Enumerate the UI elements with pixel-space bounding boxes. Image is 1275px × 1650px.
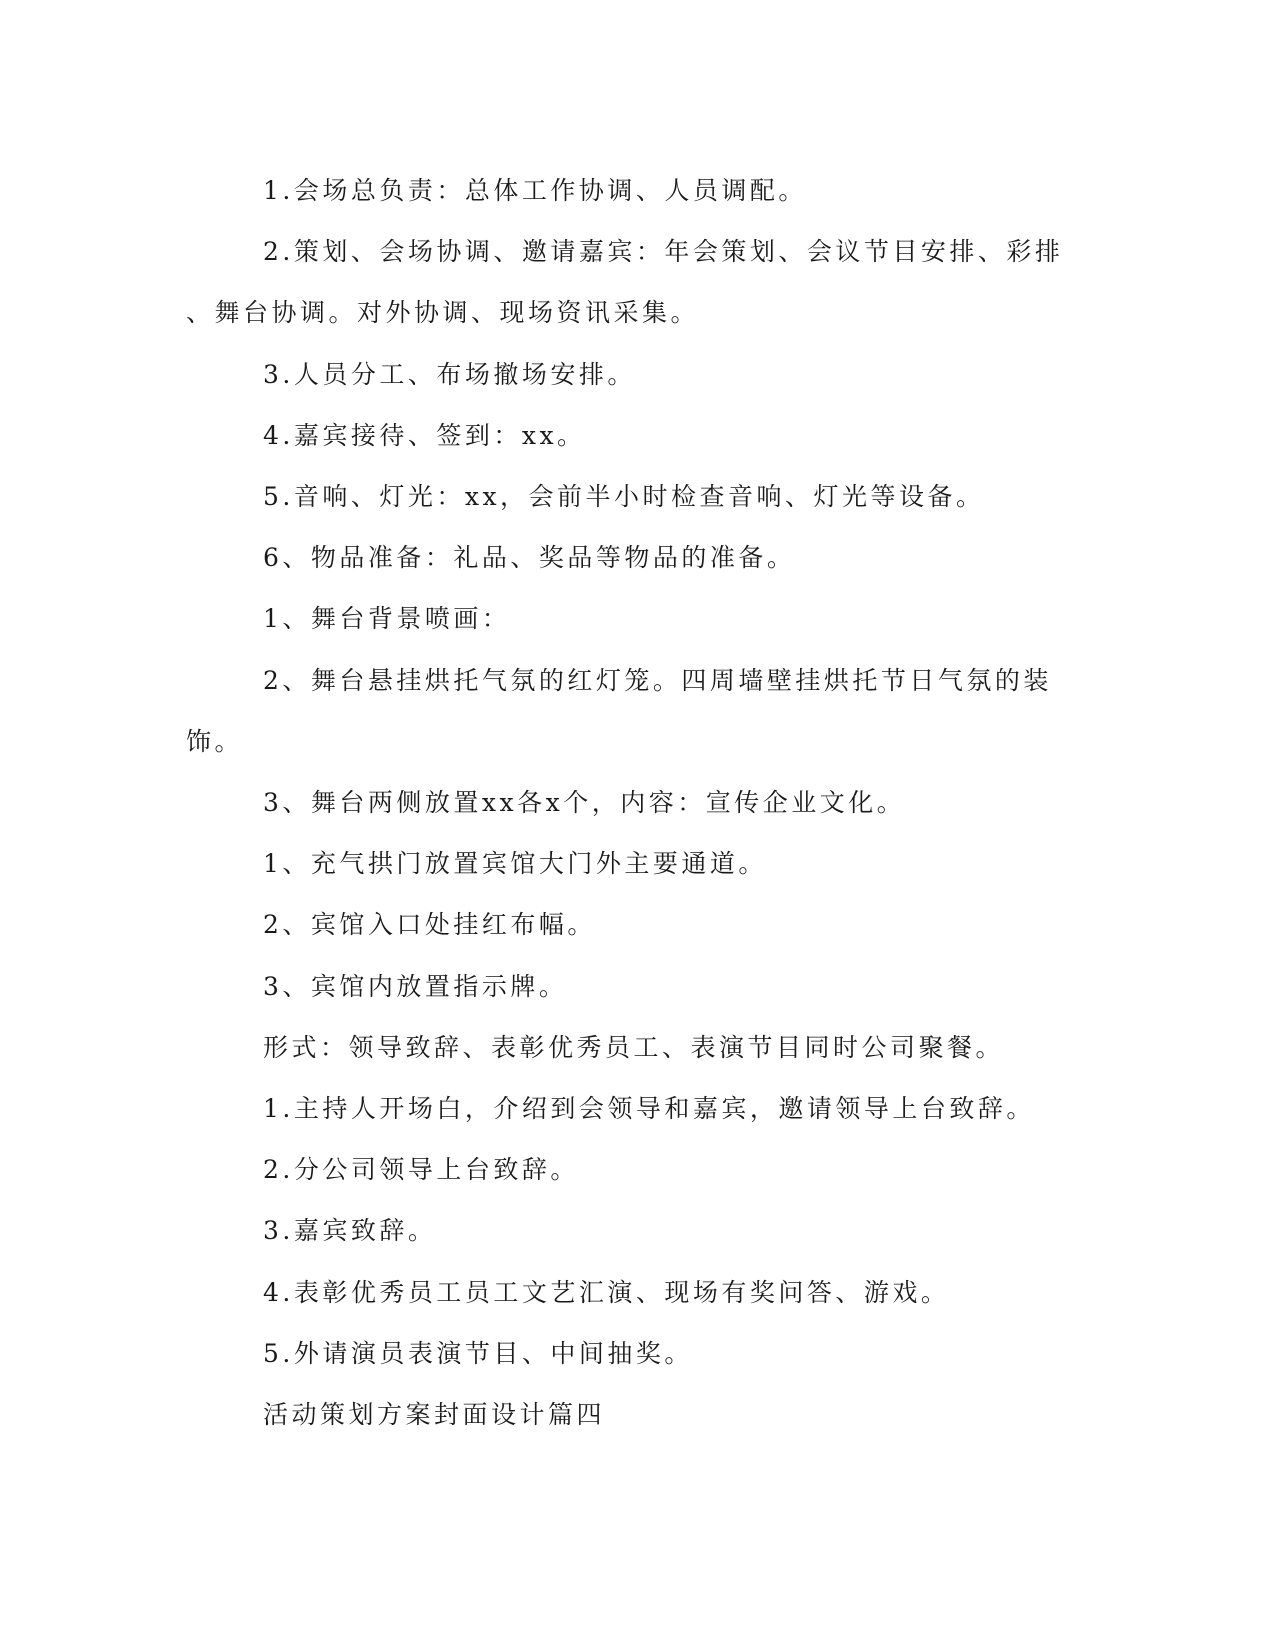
paragraph-line: 6、物品准备：礼品、奖品等物品的准备。 xyxy=(263,543,796,573)
paragraph-line: 5.音响、灯光：xx，会前半小时检查音响、灯光等设备。 xyxy=(263,482,985,512)
paragraph-line: 1.主持人开场白，介绍到会领导和嘉宾，邀请领导上台致辞。 xyxy=(263,1094,1035,1124)
paragraph-line: 2、舞台悬挂烘托气氛的红灯笼。四周墙壁挂烘托节日气氛的装 xyxy=(263,665,1052,695)
paragraph-line: 4.表彰优秀员工员工文艺汇演、现场有奖问答、游戏。 xyxy=(263,1277,950,1307)
paragraph-line: 3、舞台两侧放置xx各x个，内容：宣传企业文化。 xyxy=(263,788,906,818)
paragraph-line: 5.外请演员表演节目、中间抽奖。 xyxy=(263,1338,693,1368)
paragraph-line: 3、宾馆内放置指示牌。 xyxy=(263,971,568,1001)
section-heading: 活动策划方案封面设计篇四 xyxy=(263,1400,606,1430)
paragraph-line: 1.会场总负责：总体工作协调、人员调配。 xyxy=(263,176,807,205)
paragraph-line: 饰。 xyxy=(186,726,244,756)
paragraph-line: 2、宾馆入口处挂红布幅。 xyxy=(263,910,596,940)
paragraph-line: 3.嘉宾致辞。 xyxy=(263,1216,437,1246)
paragraph-line: 1、充气拱门放置宾馆大门外主要通道。 xyxy=(263,849,767,879)
paragraph-line: 4.嘉宾接待、签到：xx。 xyxy=(263,420,586,450)
paragraph-line: 、舞台协调。对外协调、现场资讯采集。 xyxy=(186,298,700,328)
document-body xyxy=(186,160,1066,1445)
paragraph-line: 1、舞台背景喷画： xyxy=(263,604,511,634)
paragraph-line: 2.分公司领导上台致辞。 xyxy=(263,1155,579,1185)
paragraph-line: 形式：领导致辞、表彰优秀员工、表演节目同时公司聚餐。 xyxy=(263,1032,1005,1062)
paragraph-line: 2.策划、会场协调、邀请嘉宾：年会策划、会议节目安排、彩排 xyxy=(263,237,1064,267)
paragraph-line: 3.人员分工、布场撤场安排。 xyxy=(263,359,636,389)
